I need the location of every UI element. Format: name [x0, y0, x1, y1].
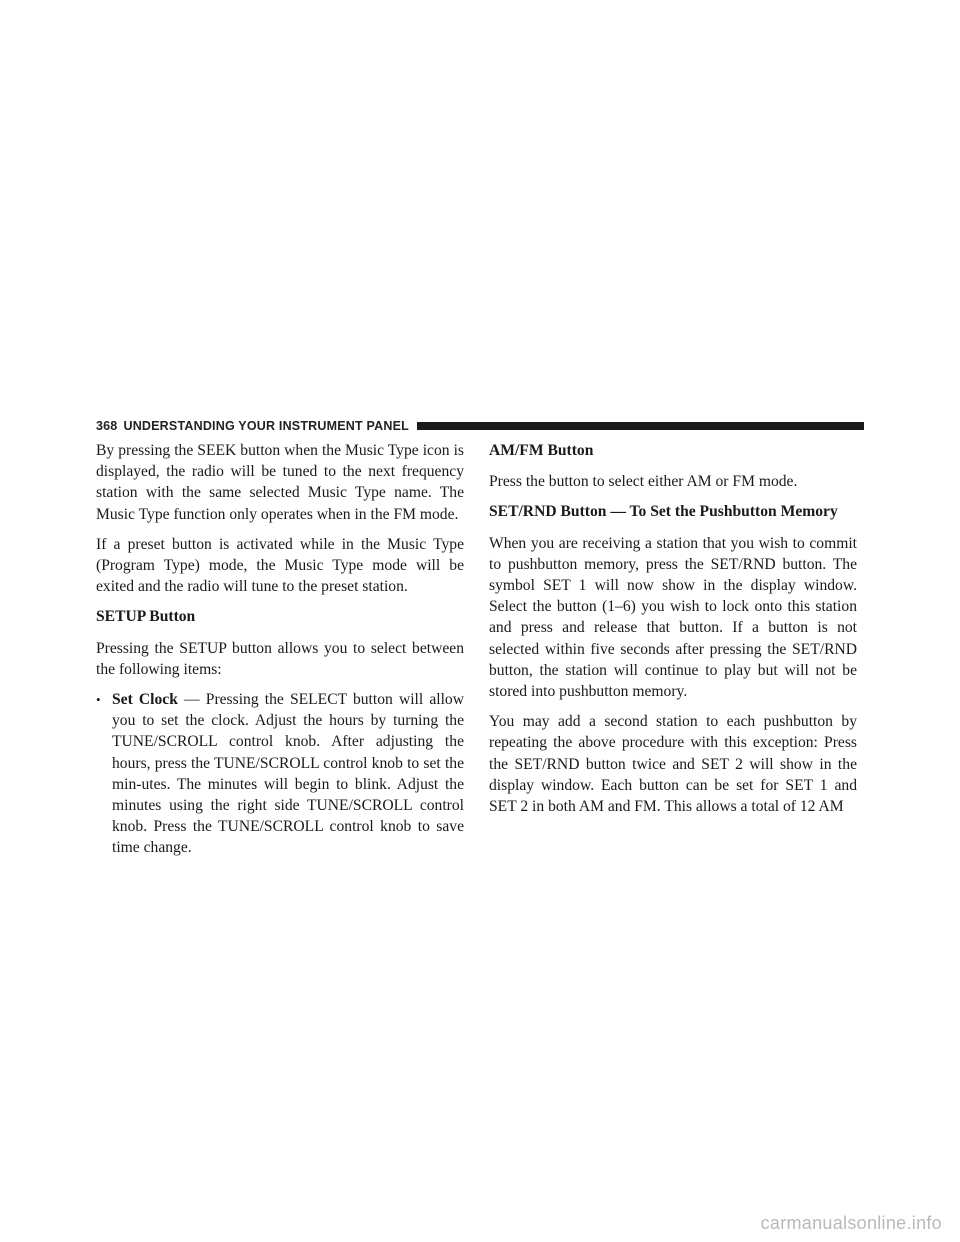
- left-column: [96, 440, 464, 868]
- watermark: carmanualsonline.info: [760, 1213, 942, 1233]
- amfm-button-heading: AM/FM Button: [489, 442, 594, 459]
- set-clock-term: Set Clock: [112, 691, 178, 709]
- preset-button-paragraph: If a preset button is activated while in the Music Type (Program Type) mode, the Music Type mode will be exited and the radio will tune to the preset station.: [96, 535, 464, 596]
- header-rule: [417, 422, 864, 430]
- page-number: 368: [96, 419, 118, 433]
- setup-button-heading: SETUP Button: [96, 608, 196, 626]
- amfm-paragraph: Press the button to select either AM or FM mode.: [489, 473, 798, 491]
- section-title: UNDERSTANDING YOUR INSTRUMENT PANEL: [123, 419, 409, 433]
- second-station-paragraph: You may add a second station to each pushbutton by repeating the above procedure with this exception: Press the SET/RND button twice and SET 2 will show in the display window. Each button can be set for SET 1 and SET 2 in both AM and FM. This allows a total of 12 AM: [489, 713, 857, 816]
- page-header: [96, 418, 864, 434]
- bullet-icon: •: [96, 692, 101, 708]
- right-column: [489, 440, 857, 826]
- set-clock-text: [112, 689, 464, 859]
- list-item-set-clock: [96, 689, 464, 859]
- setup-intro-paragraph: Pressing the SETUP button allows you to select between the following items:: [96, 639, 464, 678]
- set-rnd-heading: SET/RND Button — To Set the Pushbutton Memory: [489, 503, 838, 521]
- set-clock-description: — Pressing the SELECT button will allow you to set the clock. Adjust the hours by turning the TUNE/SCROLL control knob. After adjusting the hours, press the TUNE/SCROLL control knob to set the min-utes. The minutes will begin to blink. Adjust the minutes using the right side TUNE/SCROLL control knob. Press the TUNE/SCROLL control knob to save time change.: [112, 691, 464, 857]
- music-type-seek-paragraph: By pressing the SEEK button when the Music Type icon is displayed, the radio will be tuned to the next frequency station with the same selected Music Type name. The Music Type function only operates when in the FM mode.: [96, 442, 464, 523]
- set-rnd-paragraph: When you are receiving a station that you wish to commit to pushbutton memory, press the SET/RND button. The symbol SET 1 will now show in the display window. Select the button (1–6) you wish to lock onto this station and press and release that button. If a button is not selected within five seconds after pressing the SET/RND button, the station will continue to play but will not be stored into pushbutton memory.: [489, 534, 857, 701]
